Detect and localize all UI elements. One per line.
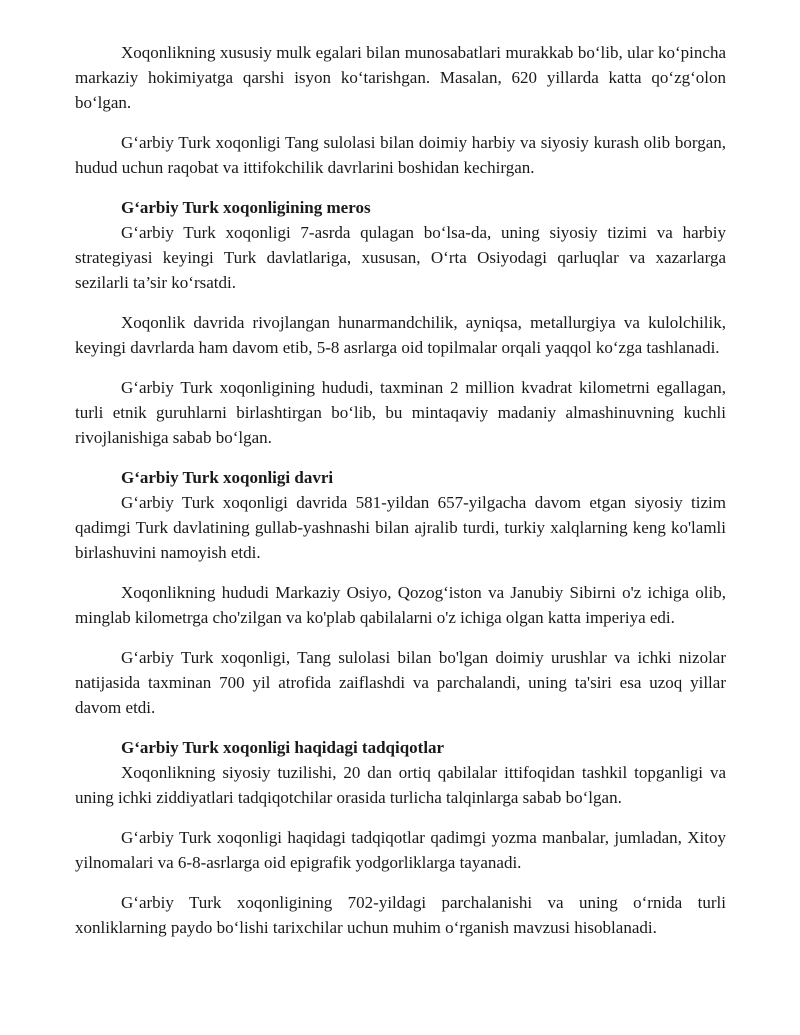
section-heading: G‘arbiy Turk xoqonligi haqidagi tadqiqotlar xyxy=(121,738,445,757)
paragraph: Xoqonlikning xususiy mulk egalari bilan munosabatlari murakkab bo‘lib, ular ko‘pincha markaziy hokimiyatga qarshi isyon ko‘tarishgan. Masalan, 620 yillarda katta qo‘zg‘olon bo‘lgan. xyxy=(75,43,726,112)
paragraph: G‘arbiy Turk xoqonligining hududi, taxminan 2 million kvadrat kilometrni egallagan, turli etnik guruhlarni birlashtirgan bo‘lib, bu mintaqaviy madaniy almashinuvning kuchli rivojlanishiga sabab bo‘lgan. xyxy=(75,378,726,447)
paragraph: G‘arbiy Turk xoqonligining 702-yildagi parchalanishi va uning o‘rnida turli xonliklarning paydo bo‘lishi tarixchilar uchun muhim o‘rganish mavzusi hisoblanadi. xyxy=(75,893,726,937)
section-heading: G‘arbiy Turk xoqonligining meros xyxy=(121,198,371,217)
paragraph: Xoqonlik davrida rivojlangan hunarmandchilik, ayniqsa, metallurgiya va kulolchilik, keyingi davrlarda ham davom etib, 5-8 asrlarga oid topilmalar orqali yaqqol ko‘zga tashlanadi. xyxy=(75,313,726,357)
paragraph: Xoqonlikning hududi Markaziy Osiyo, Qozog‘iston va Janubiy Sibirni o'z ichiga olib, minglab kilometrga cho'zilgan va ko'plab qabilalarni o'z ichiga olgan katta imperiya edi. xyxy=(75,583,726,627)
paragraph: G‘arbiy Turk xoqonligi haqidagi tadqiqotlar qadimgi yozma manbalar, jumladan, Xitoy yilnomalari va 6-8-asrlarga oid epigrafik yodgorliklarga tayanadi. xyxy=(75,828,726,872)
paragraph: G‘arbiy Turk xoqonligi 7-asrda qulagan bo‘lsa-da, uning siyosiy tizimi va harbiy strategiyasi keyingi Turk davlatlariga, xususan, O‘rta Osiyodagi qarluqlar va xazarlarga sezilarli ta’sir ko‘rsatdi. xyxy=(75,223,726,292)
paragraph: G‘arbiy Turk xoqonligi davrida 581-yildan 657-yilgacha davom etgan siyosiy tizim qadimgi Turk davlatining gullab-yashnashi bilan ajralib turdi, turkiy xalqlarning keng ko'lamli birlashuvini namoyish etdi. xyxy=(75,493,726,562)
paragraph: G‘arbiy Turk xoqonligi, Tang sulolasi bilan bo'lgan doimiy urushlar va ichki nizolar natijasida taxminan 700 yil atrofida zaiflashdi va parchalandi, uning ta'siri esa uzoq yillar davom etdi. xyxy=(75,648,726,717)
paragraph: Xoqonlikning siyosiy tuzilishi, 20 dan ortiq qabilalar ittifoqidan tashkil topganligi va uning ichki ziddiyatlari tadqiqotchilar orasida turlicha talqinlarga sabab bo‘lgan. xyxy=(75,763,726,807)
section-heading: G‘arbiy Turk xoqonligi davri xyxy=(121,468,334,487)
paragraph: G‘arbiy Turk xoqonligi Tang sulolasi bilan doimiy harbiy va siyosiy kurash olib borgan, hudud uchun raqobat va ittifokchilik davrlarini boshidan kechirgan. xyxy=(75,133,726,177)
